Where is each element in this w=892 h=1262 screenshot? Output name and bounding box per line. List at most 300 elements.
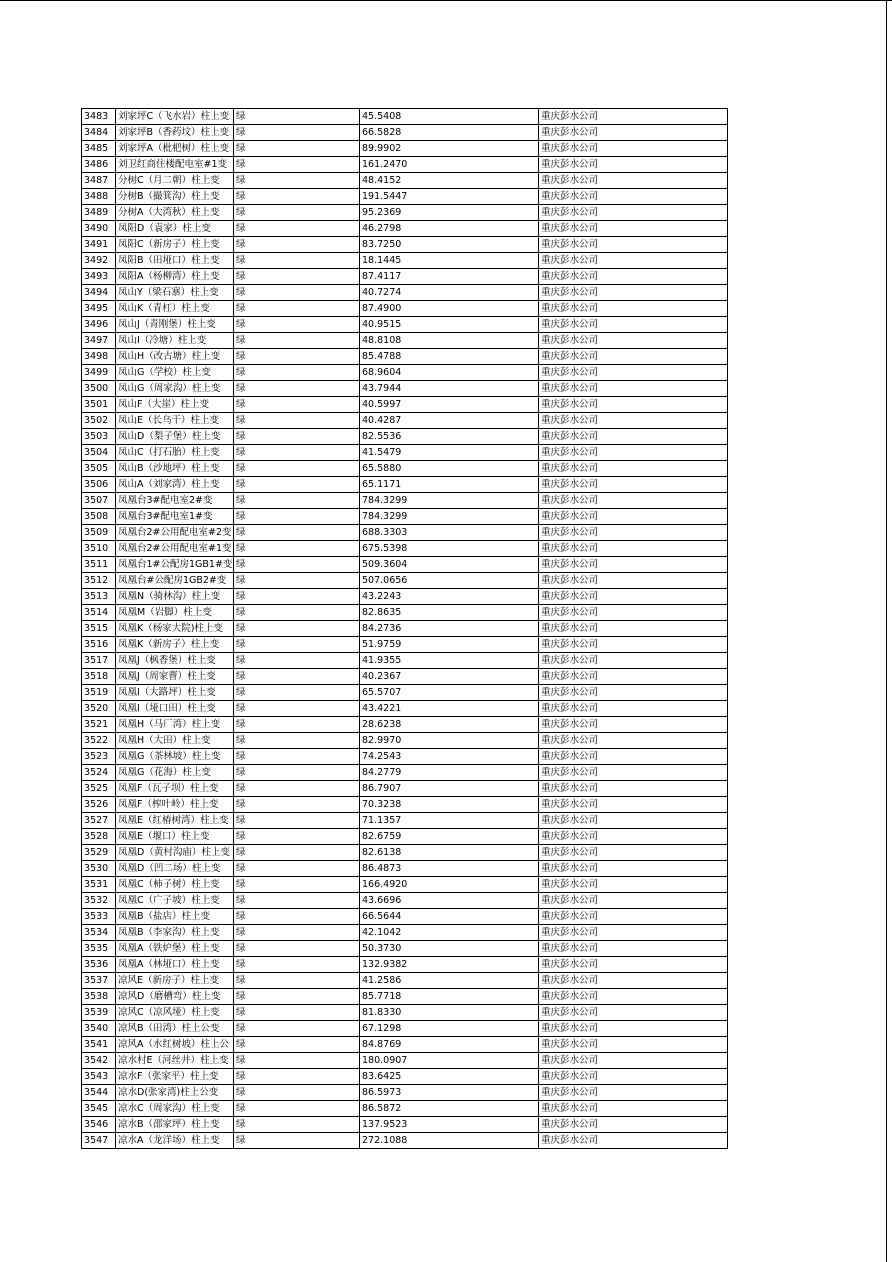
company-cell: 重庆彭水公司 xyxy=(539,989,728,1005)
table-row xyxy=(82,637,728,653)
transformer-name-cell: 凉风D（磨槽弯）柱上变 xyxy=(116,989,234,1005)
value-cell: 85.7718 xyxy=(360,989,539,1005)
color-code-cell: 绿 xyxy=(234,221,360,237)
transformer-name-cell: 刘家坪A（枇杷树）柱上变 xyxy=(116,141,234,157)
row-id-cell: 3526 xyxy=(82,797,116,813)
row-id-cell: 3533 xyxy=(82,909,116,925)
transformer-name-cell: 凤山K（青杠）柱上变 xyxy=(116,301,234,317)
row-id-cell: 3511 xyxy=(82,557,116,573)
color-code-cell: 绿 xyxy=(234,701,360,717)
value-cell: 40.2367 xyxy=(360,669,539,685)
row-id-cell: 3507 xyxy=(82,493,116,509)
value-cell: 65.5707 xyxy=(360,685,539,701)
transformer-name-cell: 凉风C（凉风垭）柱上变 xyxy=(116,1005,234,1021)
transformer-name-cell: 凤凰台1#公配房1GB1#变 xyxy=(116,557,234,573)
row-id-cell: 3506 xyxy=(82,477,116,493)
table-row xyxy=(82,109,728,125)
color-code-cell: 绿 xyxy=(234,605,360,621)
row-id-cell: 3523 xyxy=(82,749,116,765)
value-cell: 65.1171 xyxy=(360,477,539,493)
row-id-cell: 3514 xyxy=(82,605,116,621)
color-code-cell: 绿 xyxy=(234,509,360,525)
transformer-name-cell: 凤凰台2#公用配电室#1变 xyxy=(116,541,234,557)
value-cell: 51.9759 xyxy=(360,637,539,653)
table-row xyxy=(82,557,728,573)
color-code-cell: 绿 xyxy=(234,557,360,573)
transformer-name-cell: 凤阳C（新房子）柱上变 xyxy=(116,237,234,253)
table-row xyxy=(82,221,728,237)
color-code-cell: 绿 xyxy=(234,589,360,605)
color-code-cell: 绿 xyxy=(234,877,360,893)
color-code-cell: 绿 xyxy=(234,941,360,957)
company-cell: 重庆彭水公司 xyxy=(539,765,728,781)
transformer-name-cell: 凤凰台3#配电室1#变 xyxy=(116,509,234,525)
row-id-cell: 3547 xyxy=(82,1133,116,1149)
value-cell: 675.5398 xyxy=(360,541,539,557)
table-row xyxy=(82,781,728,797)
color-code-cell: 绿 xyxy=(234,237,360,253)
table-row xyxy=(82,989,728,1005)
transformer-name-cell: 凉水F（张家平）柱上变 xyxy=(116,1069,234,1085)
row-id-cell: 3498 xyxy=(82,349,116,365)
value-cell: 86.5973 xyxy=(360,1085,539,1101)
value-cell: 86.7907 xyxy=(360,781,539,797)
table-row xyxy=(82,749,728,765)
company-cell: 重庆彭水公司 xyxy=(539,429,728,445)
color-code-cell: 绿 xyxy=(234,1085,360,1101)
company-cell: 重庆彭水公司 xyxy=(539,205,728,221)
color-code-cell: 绿 xyxy=(234,973,360,989)
transformer-name-cell: 凤凰E（堰口）柱上变 xyxy=(116,829,234,845)
company-cell: 重庆彭水公司 xyxy=(539,893,728,909)
transformer-name-cell: 凤山B（沙地坪）柱上变 xyxy=(116,461,234,477)
company-cell: 重庆彭水公司 xyxy=(539,381,728,397)
color-code-cell: 绿 xyxy=(234,1117,360,1133)
table-row xyxy=(82,925,728,941)
value-cell: 40.7274 xyxy=(360,285,539,301)
value-cell: 272.1088 xyxy=(360,1133,539,1149)
company-cell: 重庆彭水公司 xyxy=(539,749,728,765)
color-code-cell: 绿 xyxy=(234,525,360,541)
row-id-cell: 3490 xyxy=(82,221,116,237)
table-row xyxy=(82,765,728,781)
color-code-cell: 绿 xyxy=(234,461,360,477)
table-row xyxy=(82,237,728,253)
transformer-name-cell: 凤凰C（广子坡）柱上变 xyxy=(116,893,234,909)
value-cell: 81.8330 xyxy=(360,1005,539,1021)
color-code-cell: 绿 xyxy=(234,1069,360,1085)
company-cell: 重庆彭水公司 xyxy=(539,701,728,717)
company-cell: 重庆彭水公司 xyxy=(539,141,728,157)
transformer-name-cell: 凤凰A（林垭口）柱上变 xyxy=(116,957,234,973)
transformer-name-cell: 凉风A（水红树坡）柱上公 xyxy=(116,1037,234,1053)
transformer-name-cell: 凉水B（邵家坪）柱上变 xyxy=(116,1117,234,1133)
row-id-cell: 3544 xyxy=(82,1085,116,1101)
transformer-name-cell: 凤凰F（瓦子坝）柱上变 xyxy=(116,781,234,797)
value-cell: 46.2798 xyxy=(360,221,539,237)
value-cell: 48.8108 xyxy=(360,333,539,349)
value-cell: 28.6238 xyxy=(360,717,539,733)
value-cell: 40.9515 xyxy=(360,317,539,333)
company-cell: 重庆彭水公司 xyxy=(539,173,728,189)
color-code-cell: 绿 xyxy=(234,925,360,941)
row-id-cell: 3520 xyxy=(82,701,116,717)
transformer-name-cell: 凤凰G（茶林坡）柱上变 xyxy=(116,749,234,765)
table-row xyxy=(82,1117,728,1133)
value-cell: 784.3299 xyxy=(360,509,539,525)
company-cell: 重庆彭水公司 xyxy=(539,829,728,845)
color-code-cell: 绿 xyxy=(234,429,360,445)
table-row xyxy=(82,957,728,973)
table-row xyxy=(82,189,728,205)
table-row xyxy=(82,461,728,477)
color-code-cell: 绿 xyxy=(234,957,360,973)
transformer-name-cell: 凉水D(张家湾)柱上公变 xyxy=(116,1085,234,1101)
transformer-name-cell: 分树A（大湾秋）柱上变 xyxy=(116,205,234,221)
row-id-cell: 3537 xyxy=(82,973,116,989)
value-cell: 137.9523 xyxy=(360,1117,539,1133)
transformer-name-cell: 凤凰N（骑林沟）柱上变 xyxy=(116,589,234,605)
color-code-cell: 绿 xyxy=(234,173,360,189)
transformer-name-cell: 凤凰C（柿子树）柱上变 xyxy=(116,877,234,893)
color-code-cell: 绿 xyxy=(234,829,360,845)
table-row xyxy=(82,813,728,829)
table-row xyxy=(82,269,728,285)
row-id-cell: 3525 xyxy=(82,781,116,797)
row-id-cell: 3528 xyxy=(82,829,116,845)
color-code-cell: 绿 xyxy=(234,813,360,829)
color-code-cell: 绿 xyxy=(234,1037,360,1053)
color-code-cell: 绿 xyxy=(234,1133,360,1149)
color-code-cell: 绿 xyxy=(234,733,360,749)
value-cell: 66.5828 xyxy=(360,125,539,141)
row-id-cell: 3534 xyxy=(82,925,116,941)
transformer-name-cell: 凤凰台#公配房1GB2#变 xyxy=(116,573,234,589)
color-code-cell: 绿 xyxy=(234,1005,360,1021)
row-id-cell: 3502 xyxy=(82,413,116,429)
row-id-cell: 3529 xyxy=(82,845,116,861)
color-code-cell: 绿 xyxy=(234,253,360,269)
table-row xyxy=(82,669,728,685)
company-cell: 重庆彭水公司 xyxy=(539,349,728,365)
company-cell: 重庆彭水公司 xyxy=(539,845,728,861)
company-cell: 重庆彭水公司 xyxy=(539,109,728,125)
value-cell: 509.3604 xyxy=(360,557,539,573)
color-code-cell: 绿 xyxy=(234,493,360,509)
value-cell: 86.5872 xyxy=(360,1101,539,1117)
value-cell: 191.5447 xyxy=(360,189,539,205)
value-cell: 67.1298 xyxy=(360,1021,539,1037)
value-cell: 89.9902 xyxy=(360,141,539,157)
company-cell: 重庆彭水公司 xyxy=(539,365,728,381)
color-code-cell: 绿 xyxy=(234,269,360,285)
value-cell: 40.4287 xyxy=(360,413,539,429)
row-id-cell: 3492 xyxy=(82,253,116,269)
company-cell: 重庆彭水公司 xyxy=(539,1117,728,1133)
transformer-name-cell: 凤凰F（榨叶岭）柱上变 xyxy=(116,797,234,813)
row-id-cell: 3536 xyxy=(82,957,116,973)
color-code-cell: 绿 xyxy=(234,333,360,349)
company-cell: 重庆彭水公司 xyxy=(539,397,728,413)
value-cell: 41.5479 xyxy=(360,445,539,461)
table-row xyxy=(82,493,728,509)
row-id-cell: 3496 xyxy=(82,317,116,333)
company-cell: 重庆彭水公司 xyxy=(539,189,728,205)
transformer-name-cell: 凤凰I（垭口田）柱上变 xyxy=(116,701,234,717)
company-cell: 重庆彭水公司 xyxy=(539,605,728,621)
value-cell: 68.9604 xyxy=(360,365,539,381)
company-cell: 重庆彭水公司 xyxy=(539,1133,728,1149)
company-cell: 重庆彭水公司 xyxy=(539,1053,728,1069)
table-row xyxy=(82,973,728,989)
color-code-cell: 绿 xyxy=(234,381,360,397)
value-cell: 45.5408 xyxy=(360,109,539,125)
table-row xyxy=(82,845,728,861)
value-cell: 65.5880 xyxy=(360,461,539,477)
table-row xyxy=(82,349,728,365)
table-row xyxy=(82,1069,728,1085)
value-cell: 688.3303 xyxy=(360,525,539,541)
table-row xyxy=(82,621,728,637)
table-row xyxy=(82,733,728,749)
row-id-cell: 3524 xyxy=(82,765,116,781)
table-row xyxy=(82,253,728,269)
table-row xyxy=(82,429,728,445)
color-code-cell: 绿 xyxy=(234,989,360,1005)
company-cell: 重庆彭水公司 xyxy=(539,557,728,573)
company-cell: 重庆彭水公司 xyxy=(539,813,728,829)
row-id-cell: 3543 xyxy=(82,1069,116,1085)
company-cell: 重庆彭水公司 xyxy=(539,637,728,653)
row-id-cell: 3545 xyxy=(82,1101,116,1117)
value-cell: 82.6138 xyxy=(360,845,539,861)
transformer-name-cell: 凤凰E（红椿树湾）柱上变 xyxy=(116,813,234,829)
row-id-cell: 3500 xyxy=(82,381,116,397)
transformer-name-cell: 凤阳B（田垭口）柱上变 xyxy=(116,253,234,269)
value-cell: 507.0656 xyxy=(360,573,539,589)
table-row xyxy=(82,717,728,733)
transformer-name-cell: 刘家坪C（飞水岩）柱上变 xyxy=(116,109,234,125)
value-cell: 84.8769 xyxy=(360,1037,539,1053)
table-row xyxy=(82,909,728,925)
row-id-cell: 3527 xyxy=(82,813,116,829)
row-id-cell: 3485 xyxy=(82,141,116,157)
color-code-cell: 绿 xyxy=(234,781,360,797)
color-code-cell: 绿 xyxy=(234,893,360,909)
color-code-cell: 绿 xyxy=(234,1053,360,1069)
color-code-cell: 绿 xyxy=(234,717,360,733)
table-row xyxy=(82,285,728,301)
value-cell: 66.5644 xyxy=(360,909,539,925)
company-cell: 重庆彭水公司 xyxy=(539,669,728,685)
company-cell: 重庆彭水公司 xyxy=(539,781,728,797)
value-cell: 43.4221 xyxy=(360,701,539,717)
transformer-name-cell: 凤凰J（周家曹）柱上变 xyxy=(116,669,234,685)
value-cell: 95.2369 xyxy=(360,205,539,221)
transformer-name-cell: 凉风E（新房子）柱上变 xyxy=(116,973,234,989)
transformer-name-cell: 凤凰H（马厂湾）柱上变 xyxy=(116,717,234,733)
row-id-cell: 3515 xyxy=(82,621,116,637)
color-code-cell: 绿 xyxy=(234,653,360,669)
value-cell: 48.4152 xyxy=(360,173,539,189)
company-cell: 重庆彭水公司 xyxy=(539,269,728,285)
transformer-name-cell: 凤凰G（花海）柱上变 xyxy=(116,765,234,781)
company-cell: 重庆彭水公司 xyxy=(539,461,728,477)
row-id-cell: 3491 xyxy=(82,237,116,253)
table-row xyxy=(82,797,728,813)
table-row xyxy=(82,365,728,381)
transformer-name-cell: 凤阳D（袁家）柱上变 xyxy=(116,221,234,237)
table-row xyxy=(82,157,728,173)
color-code-cell: 绿 xyxy=(234,365,360,381)
value-cell: 40.5997 xyxy=(360,397,539,413)
transformer-name-cell: 凉风B（田湾）柱上公变 xyxy=(116,1021,234,1037)
company-cell: 重庆彭水公司 xyxy=(539,877,728,893)
row-id-cell: 3531 xyxy=(82,877,116,893)
company-cell: 重庆彭水公司 xyxy=(539,541,728,557)
transformer-name-cell: 凤凰B（盐店）柱上变 xyxy=(116,909,234,925)
row-id-cell: 3489 xyxy=(82,205,116,221)
row-id-cell: 3530 xyxy=(82,861,116,877)
company-cell: 重庆彭水公司 xyxy=(539,1085,728,1101)
transformer-name-cell: 凤山I（冷塘）柱上变 xyxy=(116,333,234,349)
value-cell: 82.8635 xyxy=(360,605,539,621)
company-cell: 重庆彭水公司 xyxy=(539,685,728,701)
table-row xyxy=(82,1085,728,1101)
value-cell: 42.1042 xyxy=(360,925,539,941)
value-cell: 43.7944 xyxy=(360,381,539,397)
table-row xyxy=(82,941,728,957)
color-code-cell: 绿 xyxy=(234,109,360,125)
color-code-cell: 绿 xyxy=(234,541,360,557)
color-code-cell: 绿 xyxy=(234,861,360,877)
transformer-name-cell: 凤凰D（黄村沟庙）柱上变 xyxy=(116,845,234,861)
company-cell: 重庆彭水公司 xyxy=(539,973,728,989)
transformer-name-cell: 刘家坪B（香药坟）柱上变 xyxy=(116,125,234,141)
value-cell: 43.2243 xyxy=(360,589,539,605)
transformer-name-cell: 凤凰K（杨家大院)柱上变 xyxy=(116,621,234,637)
value-cell: 84.2736 xyxy=(360,621,539,637)
color-code-cell: 绿 xyxy=(234,765,360,781)
row-id-cell: 3499 xyxy=(82,365,116,381)
color-code-cell: 绿 xyxy=(234,621,360,637)
table-row xyxy=(82,1133,728,1149)
color-code-cell: 绿 xyxy=(234,205,360,221)
table-row xyxy=(82,397,728,413)
company-cell: 重庆彭水公司 xyxy=(539,1101,728,1117)
color-code-cell: 绿 xyxy=(234,637,360,653)
transformer-name-cell: 凤山E（长乌干）柱上变 xyxy=(116,413,234,429)
color-code-cell: 绿 xyxy=(234,749,360,765)
value-cell: 41.2586 xyxy=(360,973,539,989)
row-id-cell: 3540 xyxy=(82,1021,116,1037)
transformer-name-cell: 凤山D（梨子堡）柱上变 xyxy=(116,429,234,445)
row-id-cell: 3546 xyxy=(82,1117,116,1133)
color-code-cell: 绿 xyxy=(234,573,360,589)
table-row xyxy=(82,1037,728,1053)
color-code-cell: 绿 xyxy=(234,445,360,461)
table-row xyxy=(82,205,728,221)
value-cell: 87.4900 xyxy=(360,301,539,317)
transformer-name-cell: 凉水村E（河丝井）柱上变 xyxy=(116,1053,234,1069)
table-row xyxy=(82,893,728,909)
company-cell: 重庆彭水公司 xyxy=(539,221,728,237)
row-id-cell: 3535 xyxy=(82,941,116,957)
row-id-cell: 3518 xyxy=(82,669,116,685)
row-id-cell: 3487 xyxy=(82,173,116,189)
color-code-cell: 绿 xyxy=(234,397,360,413)
row-id-cell: 3508 xyxy=(82,509,116,525)
color-code-cell: 绿 xyxy=(234,157,360,173)
table-row xyxy=(82,173,728,189)
company-cell: 重庆彭水公司 xyxy=(539,1037,728,1053)
table-row xyxy=(82,605,728,621)
row-id-cell: 3495 xyxy=(82,301,116,317)
table-row xyxy=(82,125,728,141)
row-id-cell: 3488 xyxy=(82,189,116,205)
color-code-cell: 绿 xyxy=(234,477,360,493)
transformer-name-cell: 凤凰台3#配电室2#变 xyxy=(116,493,234,509)
table-row xyxy=(82,701,728,717)
page-top-border xyxy=(0,0,892,1)
transformer-name-cell: 凉水A（龙洋场）柱上变 xyxy=(116,1133,234,1149)
company-cell: 重庆彭水公司 xyxy=(539,525,728,541)
table-row xyxy=(82,685,728,701)
transformer-name-cell: 凤凰I（大路坪）柱上变 xyxy=(116,685,234,701)
row-id-cell: 3501 xyxy=(82,397,116,413)
company-cell: 重庆彭水公司 xyxy=(539,493,728,509)
transformer-name-cell: 凤山H（改古塘）柱上变 xyxy=(116,349,234,365)
color-code-cell: 绿 xyxy=(234,685,360,701)
company-cell: 重庆彭水公司 xyxy=(539,861,728,877)
table-row xyxy=(82,829,728,845)
company-cell: 重庆彭水公司 xyxy=(539,717,728,733)
transformer-name-cell: 分树C（月二朝）柱上变 xyxy=(116,173,234,189)
value-cell: 83.7250 xyxy=(360,237,539,253)
transformer-name-cell: 凤凰B（李家沟）柱上变 xyxy=(116,925,234,941)
company-cell: 重庆彭水公司 xyxy=(539,941,728,957)
value-cell: 166.4920 xyxy=(360,877,539,893)
table-row xyxy=(82,413,728,429)
value-cell: 87.4117 xyxy=(360,269,539,285)
company-cell: 重庆彭水公司 xyxy=(539,509,728,525)
row-id-cell: 3517 xyxy=(82,653,116,669)
company-cell: 重庆彭水公司 xyxy=(539,1069,728,1085)
row-id-cell: 3541 xyxy=(82,1037,116,1053)
row-id-cell: 3522 xyxy=(82,733,116,749)
color-code-cell: 绿 xyxy=(234,1021,360,1037)
data-table xyxy=(81,108,728,1149)
value-cell: 161.2470 xyxy=(360,157,539,173)
company-cell: 重庆彭水公司 xyxy=(539,477,728,493)
color-code-cell: 绿 xyxy=(234,1101,360,1117)
row-id-cell: 3505 xyxy=(82,461,116,477)
table-row xyxy=(82,141,728,157)
value-cell: 784.3299 xyxy=(360,493,539,509)
row-id-cell: 3539 xyxy=(82,1005,116,1021)
value-cell: 83.6425 xyxy=(360,1069,539,1085)
company-cell: 重庆彭水公司 xyxy=(539,797,728,813)
table-row xyxy=(82,477,728,493)
value-cell: 50.3730 xyxy=(360,941,539,957)
color-code-cell: 绿 xyxy=(234,909,360,925)
color-code-cell: 绿 xyxy=(234,349,360,365)
value-cell: 70.3238 xyxy=(360,797,539,813)
transformer-name-cell: 凤阳A（杨柳湾）柱上变 xyxy=(116,269,234,285)
table-row xyxy=(82,541,728,557)
transformer-name-cell: 凤凰A（铁炉堡）柱上变 xyxy=(116,941,234,957)
transformer-name-cell: 凤凰J（枫香堡）柱上变 xyxy=(116,653,234,669)
